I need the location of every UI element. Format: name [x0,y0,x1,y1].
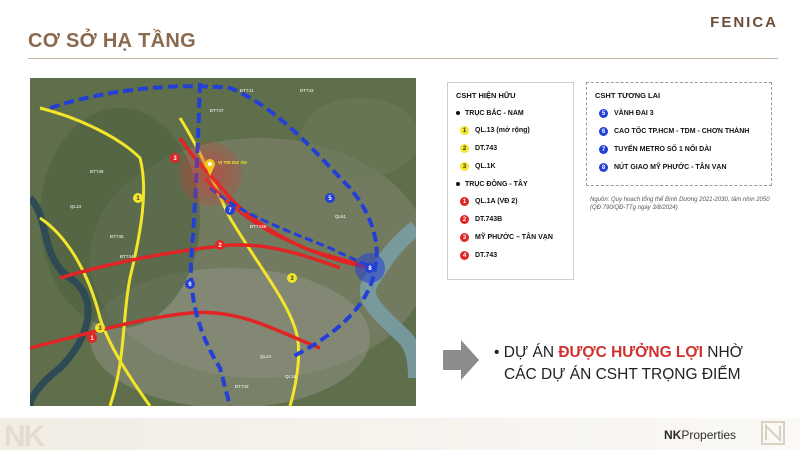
infrastructure-map[interactable] [30,78,416,406]
existing-title: CSHT HIỆN HỮU [456,91,516,100]
number-badge: 1 [460,197,469,206]
svg-text:1: 1 [136,196,140,202]
page-title: CƠ SỞ HẠ TẦNG [28,30,197,52]
number-badge: 4 [460,251,469,260]
number-badge: 1 [460,126,469,135]
north-south-heading: TRỤC BẮC - NAM [456,110,573,117]
legend-item: 2 DT.743 [460,144,573,153]
svg-text:8: 8 [368,266,372,272]
road-tag: ĐT743 [235,384,249,389]
number-badge: 6 [599,127,608,136]
number-badge: 3 [460,162,469,171]
road-tag: QL1A [260,354,272,359]
road-tag: QL1K [285,374,297,379]
bullet-icon [456,111,460,115]
svg-text:3: 3 [173,156,177,162]
road-tag: QL51 [335,214,347,219]
svg-text:3: 3 [98,326,102,332]
svg-text:1: 1 [90,336,94,342]
source-note: Nguồn: Quy hoạch tổng thể Bình Dương 2021-2030, tầm nhìn 2050 (QĐ 790/QĐ-TTg ngày 3/8/2024) [590,197,770,211]
brand-logo: FENICA [710,14,778,31]
road-tag: ĐT747 [210,108,224,113]
project-label: VỊ TRÍ DỰ ÁN [218,160,247,165]
legend-item: 4 DT.743 [460,251,573,260]
legend-item: 3 QL.1K [460,162,573,171]
bullet-icon [456,182,460,186]
statement-line-1: • DỰ ÁN ĐƯỢC HƯỞNG LỢI NHỜ [494,344,743,361]
legend-item: 5 VÀNH ĐAI 3 [599,109,771,118]
number-badge: 3 [460,233,469,242]
legend-item: 7 TUYẾN METRO SỐ 1 NỐI DÀI [599,145,771,154]
future-infrastructure-panel [586,82,772,186]
road-tag: ĐT743 [300,88,314,93]
footer-brand: NKProperties [664,428,737,442]
road-tag: ĐT746 [90,169,104,174]
road-tag: ĐT745 [110,234,124,239]
legend-item: 8 NÚT GIAO MỸ PHƯỚC - TÂN VẠN [599,163,771,172]
key-statement [494,342,743,386]
road-tag: ĐT743B [250,224,267,229]
title-divider [28,58,778,59]
svg-text:6: 6 [188,282,192,288]
corner-logo-icon [760,420,786,446]
legend-item: 2 DT.743B [460,215,573,224]
east-west-heading: TRỤC ĐÔNG - TÂY [456,181,573,188]
svg-text:5: 5 [328,196,332,202]
nk-watermark-logo: NK [4,420,44,453]
number-badge: 5 [599,109,608,118]
svg-text:2: 2 [218,243,222,249]
legend-item: 1 QL.13 (mở rộng) [460,126,573,135]
svg-text:3: 3 [290,276,294,282]
number-badge: 2 [460,144,469,153]
arrow-right-icon [443,340,479,380]
svg-text:7: 7 [228,208,232,214]
number-badge: 8 [599,163,608,172]
number-badge: 2 [460,215,469,224]
statement-line-2: CÁC DỰ ÁN CSHT TRỌNG ĐIỂM [504,366,741,383]
map-canvas [30,78,416,406]
number-badge: 7 [599,145,608,154]
existing-infrastructure-panel [447,82,574,280]
road-tag: ĐT744 [120,254,134,259]
road-tag: QL13 [70,204,82,209]
legend-item: 1 QL.1A (VĐ 2) [460,197,573,206]
highlight-text: ĐƯỢC HƯỞNG LỢI [558,344,703,361]
legend-item: 3 MỸ PHƯỚC – TÂN VẠN [460,233,573,242]
legend-item: 6 CAO TỐC TP.HCM - TDM - CHƠN THÀNH [599,127,771,136]
future-title: CSHT TƯƠNG LAI [595,91,661,100]
road-tag: ĐT741 [240,88,254,93]
